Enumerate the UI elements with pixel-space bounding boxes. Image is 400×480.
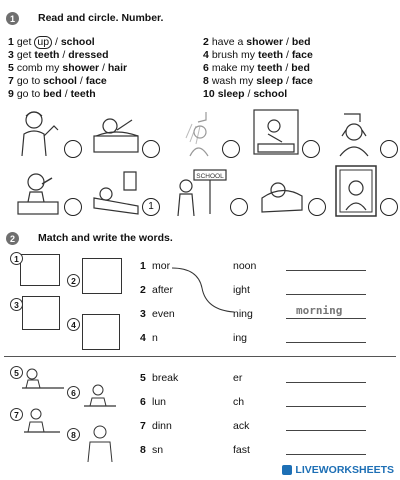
- answer-line-1[interactable]: [286, 270, 366, 271]
- brand-logo-icon: [282, 465, 292, 475]
- answer-line-7[interactable]: [286, 430, 366, 431]
- pic-label-4: 4: [67, 318, 80, 331]
- answer-line-5[interactable]: [286, 382, 366, 383]
- item-7[interactable]: 7 go to school / face: [8, 75, 107, 87]
- afternoon-window-picture: [82, 258, 122, 294]
- brand-watermark: [282, 464, 394, 476]
- going-to-school-picture: [172, 164, 228, 218]
- item-1: 1 get up / school: [8, 36, 95, 48]
- answer-line-4[interactable]: [286, 342, 366, 343]
- sunrise-window-picture: [20, 254, 60, 286]
- item-8[interactable]: 8 wash my sleep / face: [203, 75, 313, 87]
- pic-label-1: 1: [10, 252, 23, 265]
- dinner-picture: [22, 406, 62, 440]
- item-9[interactable]: 9 go to bed / teeth: [8, 88, 96, 100]
- answer-ring-3[interactable]: [222, 140, 240, 158]
- answer-line-2[interactable]: [286, 294, 366, 295]
- night-window-picture: [82, 314, 120, 350]
- waking-up-picture: [92, 108, 140, 158]
- answer-ring-5[interactable]: [380, 140, 398, 158]
- item-3[interactable]: 3 get teeth / dressed: [8, 49, 109, 61]
- answer-ring-1[interactable]: [64, 140, 82, 158]
- pic-label-7: 7: [10, 408, 23, 421]
- answer-ring-10[interactable]: [380, 198, 398, 216]
- item-2[interactable]: 2 have a shower / bed: [203, 36, 311, 48]
- evening-window-picture: [22, 296, 60, 330]
- answer-line-3[interactable]: [286, 318, 366, 319]
- making-bed-picture: [252, 108, 300, 158]
- shower-picture: [172, 108, 220, 158]
- washing-face-picture: [330, 108, 378, 158]
- ring-answer-text: 1: [148, 201, 154, 212]
- combing-hair-picture: [334, 164, 378, 218]
- answer-line-8[interactable]: [286, 454, 366, 455]
- item-4[interactable]: 4 brush my teeth / face: [203, 49, 313, 61]
- section-2-number: 2: [6, 232, 19, 245]
- section-1-number: 1: [6, 12, 19, 25]
- brushing-teeth-picture: [14, 168, 62, 218]
- section-1-title: Read and circle. Number.: [38, 12, 164, 24]
- brand-name: LIVEWORKSHEETS: [295, 464, 394, 476]
- pic-label-5: 5: [10, 366, 23, 379]
- section-2-title: Match and write the words.: [38, 232, 173, 244]
- answer-ring-8[interactable]: [230, 198, 248, 216]
- lunch-picture: [80, 382, 120, 412]
- written-answer-3: morning: [296, 304, 343, 317]
- circled-answer[interactable]: up: [34, 36, 52, 49]
- breakfast-picture: [20, 366, 66, 394]
- pic-label-6: 6: [67, 386, 80, 399]
- answer-ring-7[interactable]: [142, 198, 160, 216]
- answer-ring-4[interactable]: [302, 140, 320, 158]
- answer-ring-9[interactable]: [308, 198, 326, 216]
- answer-ring-6[interactable]: [64, 198, 82, 216]
- answer-line-6[interactable]: [286, 406, 366, 407]
- sleeping-picture: [92, 168, 140, 218]
- item-10[interactable]: 10 sleep / school: [203, 88, 288, 100]
- item-6[interactable]: 6 make my teeth / bed: [203, 62, 310, 74]
- section-divider: [4, 356, 396, 357]
- item-5[interactable]: 5 comb my shower / hair: [8, 62, 128, 74]
- snack-picture: [84, 424, 120, 464]
- pic-label-3: 3: [10, 298, 23, 311]
- match-curve: [170, 262, 236, 318]
- going-to-bed-picture: [258, 168, 306, 218]
- answer-ring-2[interactable]: [142, 140, 160, 158]
- school-sign-text: SCHOOL: [196, 173, 224, 180]
- pic-label-2: 2: [67, 274, 80, 287]
- girl-dressing-picture: [14, 108, 62, 158]
- pic-label-8: 8: [67, 428, 80, 441]
